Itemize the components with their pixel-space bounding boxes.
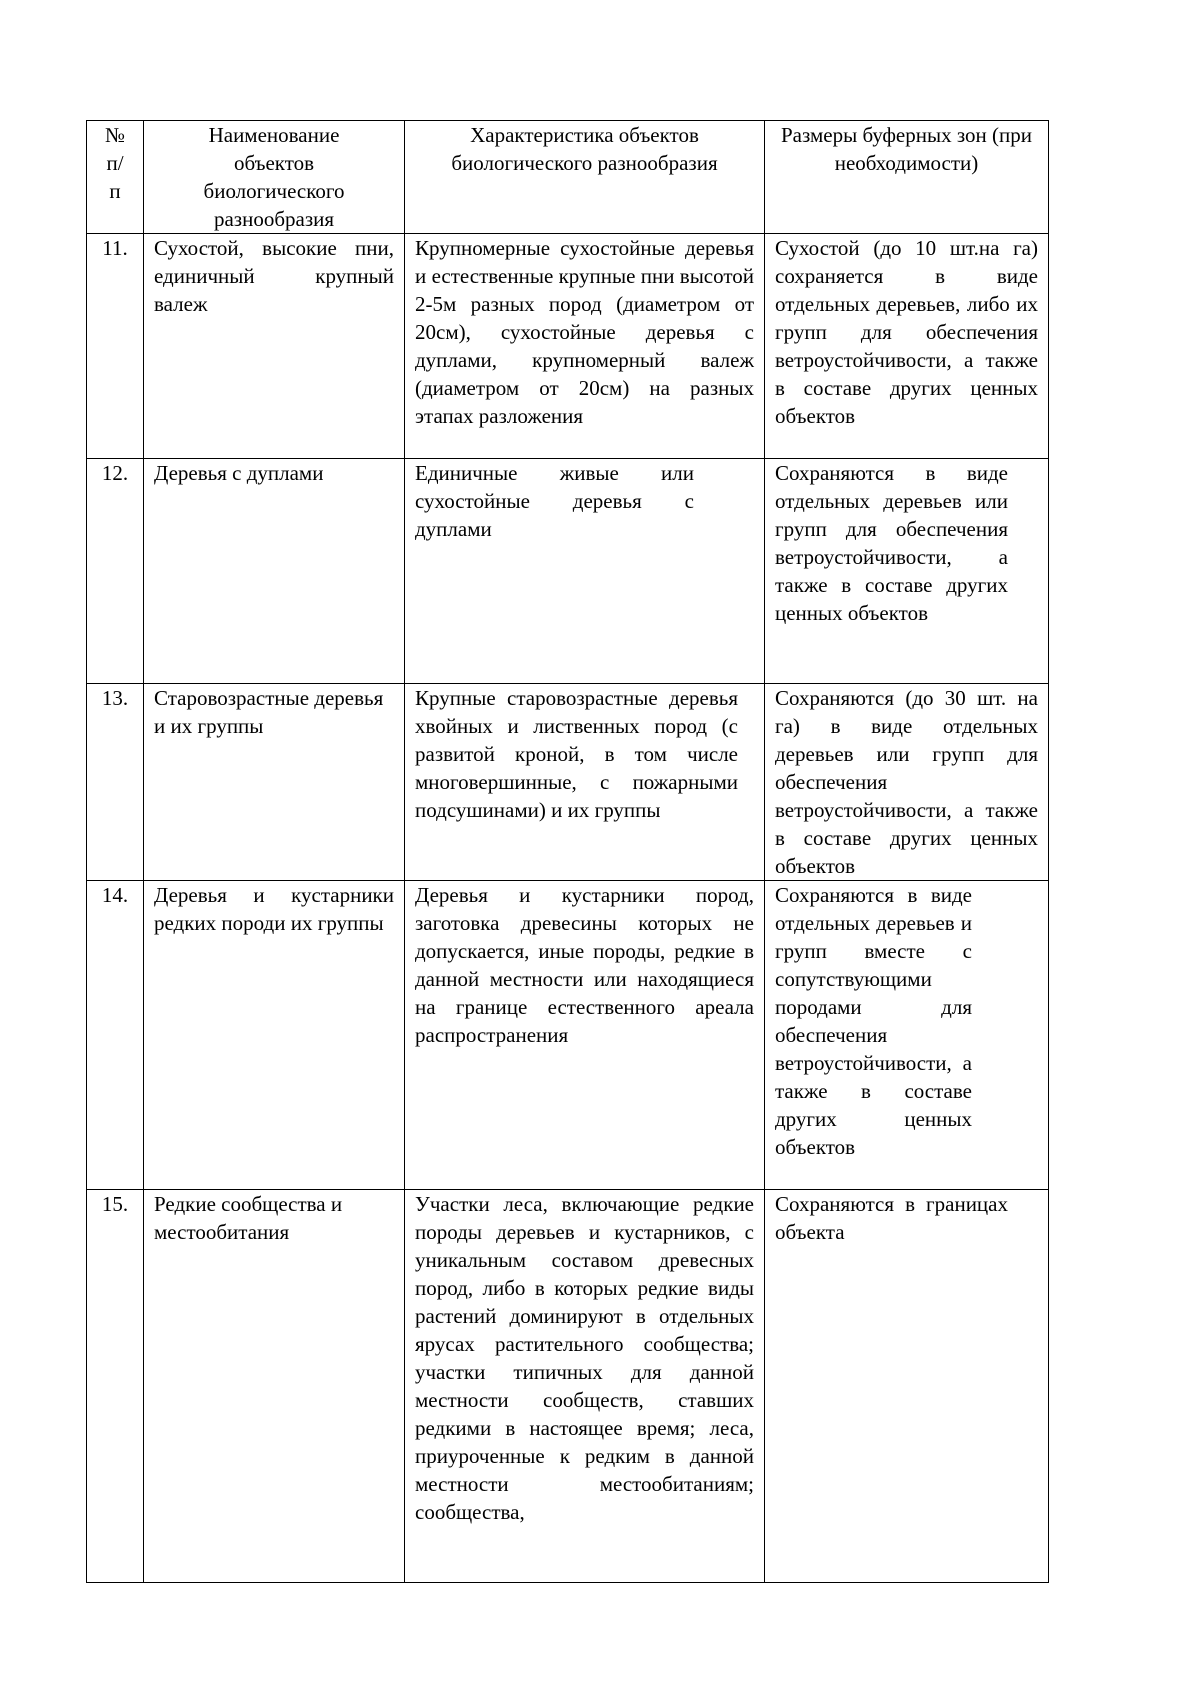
characteristic-cell: Участки леса, включающие редкие породы деревьев и кустарников, с уникальным составом древесных пород, либо в которых редкие виды растений доминируют в отдельных ярусах растительного сообщества; участки типичных для данной местности сообществ, ставших редкими в настоящее время; леса, приуроченные к редким в данной местности местообитаниям; сообщества, — [405, 1190, 765, 1583]
characteristic-cell: Крупномерные сухостойные деревья и естественные крупные пни высотой 2-5м разных пород (диаметром от 20см), сухостойные деревья с дуплами, крупномерный валеж (диаметром от 20см) на разных этапах разложения — [405, 234, 765, 459]
object-name-cell: Редкие сообщества и местообитания — [144, 1190, 405, 1583]
biodiversity-objects-table — [86, 120, 1049, 1583]
table-row — [87, 684, 1049, 881]
row-number: 12. — [87, 459, 144, 684]
object-name-cell: Сухостой, высокие пни, единичный крупный валеж — [144, 234, 405, 459]
table-row — [87, 234, 1049, 459]
header-buffer-zone: Размеры буферных зон (при необходимости) — [765, 121, 1049, 234]
row-number: 14. — [87, 881, 144, 1190]
table-row — [87, 1190, 1049, 1583]
table-header-row — [87, 121, 1049, 234]
object-name-cell: Деревья и кустарники редких породи их группы — [144, 881, 405, 1190]
header-number: № п/п — [87, 121, 144, 234]
buffer-zone-cell: Сохраняются в виде отдельных деревьев и групп вместе с сопутствующими породами для обеспечения ветроустойчивости, а также в составе других ценных объектов — [765, 881, 1049, 1190]
header-characteristic: Характеристика объектов биологического разнообразия — [405, 121, 765, 234]
buffer-zone-cell: Сухостой (до 10 шт.на га) сохраняется в виде отдельных деревьев, либо их групп для обеспечения ветроустойчивости, а также в составе других ценных объектов — [765, 234, 1049, 459]
characteristic-cell: Деревья и кустарники пород, заготовка древесины которых не допускается, иные породы, редкие в данной местности или находящиеся на границе естественного ареала распространения — [405, 881, 765, 1190]
header-object-name: Наименование объектов биологического разнообразия — [144, 121, 405, 234]
row-number: 15. — [87, 1190, 144, 1583]
row-number: 11. — [87, 234, 144, 459]
characteristic-cell: Крупные старовозрастные деревья хвойных и лиственных пород (с развитой кроной, в том числе многовершинные, с пожарными подсушинами) и их группы — [405, 684, 765, 881]
characteristic-cell: Единичные живые или сухостойные деревья с дуплами — [405, 459, 765, 684]
table-row — [87, 459, 1049, 684]
buffer-zone-cell: Сохраняются (до 30 шт. на га) в виде отдельных деревьев или групп для обеспечения ветроустойчивости, а также в составе других ценных объектов — [765, 684, 1049, 881]
buffer-zone-cell: Сохраняются в виде отдельных деревьев или групп для обеспечения ветроустойчивости, а также в составе других ценных объектов — [765, 459, 1049, 684]
object-name-cell: Старовозрастные деревья и их группы — [144, 684, 405, 881]
object-name-cell: Деревья с дуплами — [144, 459, 405, 684]
table-row — [87, 881, 1049, 1190]
row-number: 13. — [87, 684, 144, 881]
buffer-zone-cell: Сохраняются в границах объекта — [765, 1190, 1049, 1583]
